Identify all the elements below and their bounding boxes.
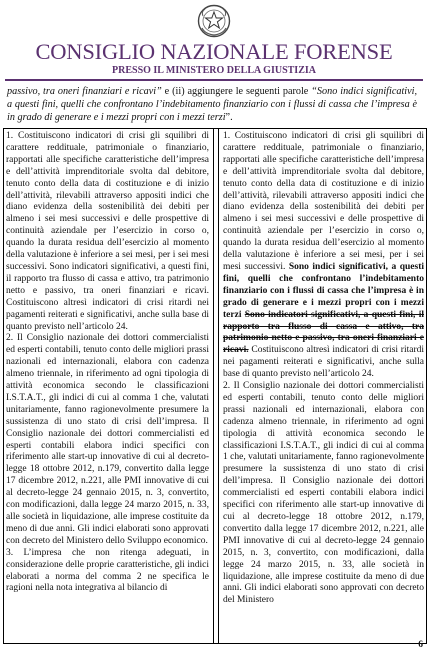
- current-text-column: [4, 129, 214, 643]
- right-p1-text-a: 1. Costituiscono indicatori di crisi gli squilibri di carattere reddituale, patrimoniale o finanziario, rapportati alle specifiche caratteristiche dell’impresa e dell’attività imprenditoriale svolta dal debitore, tenuto conto della data di costituzione e di inizio dell’attività, rilevabili attraverso appositi indici che diano evidenza della sostenibilità dei debiti per almeno i sei mesi successivi e delle prospettive di continuità aziendale per l’esercizio in corso o, quando la durata residua dell’esercizio al momento della valutazione è inferiore a sei mesi, per i sei mesi successivi.: [223, 131, 424, 272]
- right-p1-text-e: Costituiscono altresì indicatori di crisi ritardi nei pagamenti reiterati e significativi, anche sulla base di quanto previsto nell’articolo 24.: [223, 345, 424, 380]
- proposed-text-column: [218, 129, 426, 643]
- left-paragraph-3: 3. L’impresa che non ritenga adeguati, in considerazione delle proprie caratteristiche, gli indici elaborati a norma del comma 2 ne specifica le ragioni nella nota integrativa al bilancio di: [6, 547, 209, 594]
- intro-part-1: passivo, tra oneri finanziari e ricavi”: [7, 86, 162, 97]
- right-p1-deleted-text: Sono indicatori significativi, a questi fini, il rapporto tra flusso di cassa e attivo, tra patrimonio netto e passivo, tra oneri finanziari e ricavi.: [223, 309, 424, 356]
- comparison-table: [3, 128, 427, 644]
- republic-emblem-icon: [197, 4, 231, 38]
- intro-part-4: ”.: [225, 112, 233, 123]
- left-paragraph-2: 2. Il Consiglio nazionale dei dottori commercialisti ed esperti contabili, tenuto conto delle migliori prassi nazionali ed internazionali, elabora con cadenza almeno triennale, in riferimento ad ogni tipologia di attività economica secondo le classificazioni I.S.T.A.T., gli indici di cui al comma 1 che, valutati unitariamente, fanno ragionevolmente presumere la sussistenza di uno stato di crisi dell’impresa. Il Consiglio nazionale dei dottori commercialisti ed esperti contabili elabora indici specifici con riferimento alle start-up innovative di cui al decreto-legge 18 ottobre 2012, n.179, convertito dalla legge 17 dicembre 2012, n.221, alle PMI innovative di cui al decreto-legge 24 gennaio 2015, n. 3, convertito, con modificazioni, dalla legge 24 marzo 2015, n. 33, alle società in liquidazione, alle imprese costituite da meno di due anni. Gli indici elaborati sono approvati con decreto del Ministero dello Sviluppo economico.: [6, 333, 209, 546]
- header-divider: [5, 79, 423, 81]
- right-paragraph-2: 2. Il Consiglio nazionale dei dottori commercialisti ed esperti contabili, tenuto conto delle migliori prassi nazionali ed internazionali, elabora con cadenza almeno triennale, in riferimento ad ogni tipologia di attività economica secondo le classificazioni I.S.T.A.T., gli indici di cui al comma 1 che, valutati unitariamente, fanno ragionevolmente presumere la sussistenza di uno stato di crisi dell’impresa. Il Consiglio nazionale dei dottori commercialisti ed esperti contabili elabora indici specifici con riferimento alle start-up innovative di cui al decreto-legge 18 ottobre 2012, n.179, convertito dalla legge 17 dicembre 2012, n.221, alle PMI innovative di cui al decreto-legge 24 gennaio 2015, n. 3, convertito, con modificazioni, dalla legge 24 marzo 2015, n. 33, alle società in liquidazione, alle imprese costituite da meno di due anni. Gli indici elaborati sono approvati con decreto del Ministero: [223, 381, 424, 606]
- organization-subtitle: PRESSO IL MINISTERO DELLA GIUSTIZIA: [112, 65, 316, 76]
- page-number: 6: [418, 640, 423, 650]
- organization-name: CONSIGLIO NAZIONALE FORENSE: [35, 39, 393, 64]
- intro-paragraph: [7, 85, 417, 124]
- intro-part-2: e (ii) aggiungere le seguenti parole: [161, 86, 312, 97]
- right-paragraph-1: [223, 131, 424, 381]
- left-paragraph-1: 1. Costituiscono indicatori di crisi gli squilibri di carattere reddituale, patrimoniale o finanziario, rapportati alle specifiche caratteristiche dell’impresa e dell’attività imprenditoriale svolta dal debitore, tenuto conto della data di costituzione e di inizio dell’attività, rilevabili attraverso appositi indici che diano evidenza della sostenibilità dei debiti per almeno i sei mesi successivi e delle prospettive di continuità aziendale per l’esercizio in corso o, quando la durata residua dell’esercizio al momento della valutazione è inferiore a sei mesi, per i sei mesi successivi. Sono indicatori significativi, a questi fini, il rapporto tra flusso di cassa e attivo, tra patrimonio netto e passivo, tra oneri finanziari e ricavi. Costituiscono altresì indicatori di crisi ritardi nei pagamenti reiterati e significativi, anche sulla base di quanto previsto nell’articolo 24.: [6, 131, 209, 332]
- intro-part-3: “Sono indici significativi, a questi fini, quelli che confrontano l’indebitamento finanziario con i flussi di cassa che l’impresa è in grado di generare e i mezzi propri con i mezzi terzi: [7, 86, 418, 123]
- right-p1-inserted-text: Sono indici significativi, a questi fini, quelli che confrontano l’indebitamento finanziario con i flussi di cassa che l’impresa è in grado di generare e i mezzi propri con i mezzi terzi: [223, 261, 424, 320]
